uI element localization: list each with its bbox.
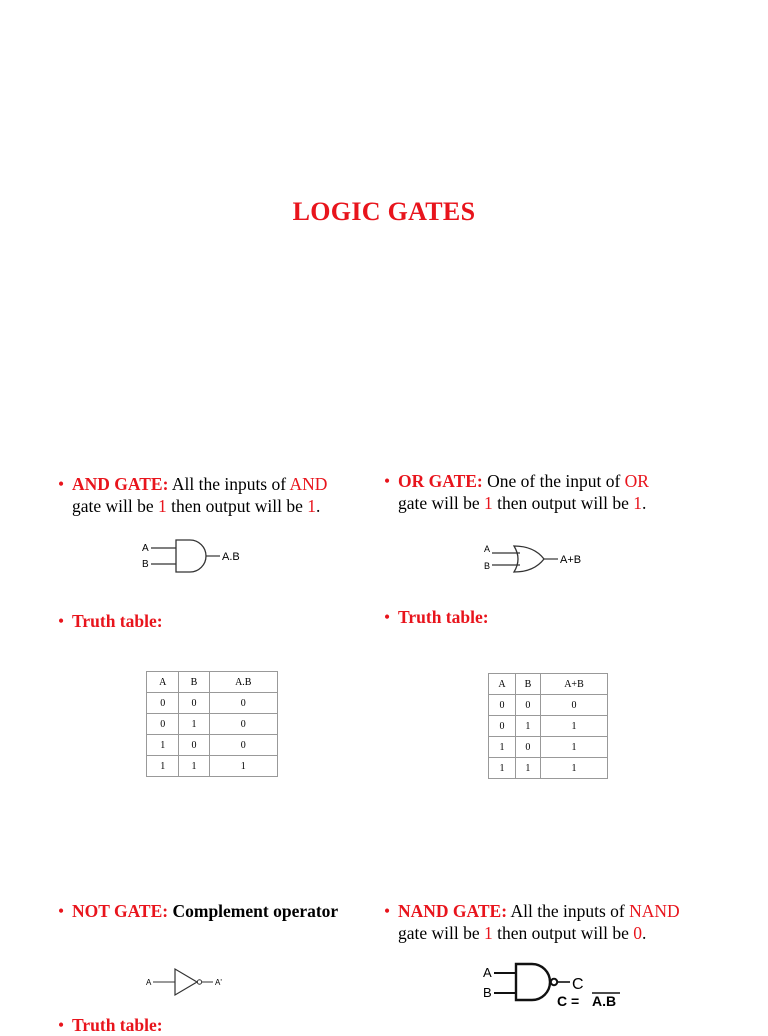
nand-gate-symbol — [516, 964, 550, 1000]
and-gate-name: AND GATE: — [72, 474, 169, 494]
period: . — [642, 923, 647, 943]
and-output-label: A.B — [222, 551, 240, 563]
bullet: • — [58, 611, 65, 631]
not-gate-desc: Complement operator — [172, 901, 339, 921]
table-header: A+B — [540, 674, 607, 695]
not-truth-table-label — [58, 1014, 163, 1036]
table-row — [147, 756, 278, 777]
period: . — [316, 496, 321, 516]
table-cell: 1 — [209, 756, 277, 777]
table-cell: 1 — [147, 735, 179, 756]
table-cell: 1 — [515, 716, 540, 737]
and-gate-symbol — [176, 540, 206, 572]
and-output-value: 1 — [307, 496, 316, 516]
table-cell: 1 — [540, 737, 607, 758]
table-cell: 1 — [147, 756, 179, 777]
nand-formula-lhs: C = — [557, 993, 580, 1009]
bullet: • — [384, 471, 391, 491]
nand-input-a-label: A — [483, 965, 492, 980]
or-output-label: A+B — [560, 554, 582, 566]
table-cell: 1 — [515, 758, 540, 779]
table-cell: 0 — [179, 735, 209, 756]
bullet: • — [58, 1015, 65, 1035]
not-input-label: A — [146, 978, 152, 987]
bullet: • — [58, 901, 65, 921]
or-desc-text-2: gate will be — [398, 493, 485, 513]
nand-gate-diagram — [482, 962, 632, 1010]
nand-input-b-label: B — [483, 985, 492, 1000]
or-gate-diagram — [482, 542, 592, 576]
not-output-label: A' — [215, 978, 222, 987]
or-desc-text: One of the input of — [487, 471, 625, 491]
nand-desc-text: All the inputs of — [510, 901, 630, 921]
nand-input-value: 1 — [484, 923, 493, 943]
truth-table-label: Truth table: — [72, 1015, 163, 1035]
table-cell: 1 — [179, 714, 209, 735]
table-cell: 1 — [540, 758, 607, 779]
nand-keyword: NAND — [629, 901, 680, 921]
table-header-row — [489, 674, 608, 695]
table-cell: 0 — [209, 693, 277, 714]
table-row — [147, 714, 278, 735]
table-cell: 0 — [179, 693, 209, 714]
and-gate-diagram — [140, 538, 250, 574]
nand-desc-text-3: then output will be — [492, 923, 634, 943]
table-row — [147, 735, 278, 756]
table-header: B — [515, 674, 540, 695]
and-input-a-label: A — [142, 543, 149, 554]
table-header: A.B — [209, 672, 277, 693]
bullet: • — [384, 901, 391, 921]
table-cell: 0 — [147, 693, 179, 714]
or-gate-symbol — [514, 546, 544, 572]
truth-table-label: Truth table: — [72, 611, 163, 631]
table-row — [147, 693, 278, 714]
table-row — [489, 695, 608, 716]
or-gate-name: OR GATE: — [398, 471, 483, 491]
and-keyword: AND — [289, 474, 328, 494]
page-title: LOGIC GATES — [292, 197, 476, 226]
nand-output-value: 0 — [633, 923, 642, 943]
not-gate-description — [58, 900, 338, 922]
table-cell: 1 — [489, 758, 516, 779]
or-truth-table-label — [384, 606, 489, 628]
and-truth-table-label — [58, 610, 163, 632]
or-input-value: 1 — [484, 493, 493, 513]
nand-gate-description — [384, 900, 680, 944]
table-row — [489, 758, 608, 779]
nand-formula-rhs: A.B — [592, 993, 617, 1009]
and-gate-description — [58, 473, 327, 517]
or-input-a-label: A — [484, 544, 491, 554]
table-header: A — [489, 674, 516, 695]
table-cell: 0 — [515, 695, 540, 716]
nand-output-label: C — [572, 976, 584, 993]
table-header-row — [147, 672, 278, 693]
or-truth-table — [488, 673, 608, 779]
table-cell: 0 — [209, 714, 277, 735]
and-input-value: 1 — [158, 496, 167, 516]
and-desc-text-2: gate will be — [72, 496, 159, 516]
table-header: B — [179, 672, 209, 693]
bullet: • — [384, 607, 391, 627]
table-cell: 0 — [489, 716, 516, 737]
nand-gate-name: NAND GATE: — [398, 901, 508, 921]
or-desc-text-3: then output will be — [492, 493, 634, 513]
table-row — [489, 716, 608, 737]
and-desc-text: All the inputs of — [171, 474, 290, 494]
table-cell: 0 — [540, 695, 607, 716]
table-cell: 0 — [209, 735, 277, 756]
or-gate-description — [384, 470, 649, 514]
and-truth-table — [146, 671, 278, 777]
table-header: A — [147, 672, 179, 693]
table-cell: 0 — [147, 714, 179, 735]
period: . — [642, 493, 647, 513]
and-desc-text-3: then output will be — [166, 496, 308, 516]
bullet: • — [58, 474, 65, 494]
or-input-b-label: B — [484, 561, 491, 571]
not-gate-diagram — [145, 966, 235, 996]
nand-desc-text-2: gate will be — [398, 923, 485, 943]
not-gate-name: NOT GATE: — [72, 901, 169, 921]
table-cell: 1 — [489, 737, 516, 758]
truth-table-label: Truth table: — [398, 607, 489, 627]
and-input-b-label: B — [142, 559, 149, 570]
not-gate-symbol — [175, 969, 197, 995]
or-output-value: 1 — [633, 493, 642, 513]
table-row — [489, 737, 608, 758]
or-keyword: OR — [624, 471, 649, 491]
table-cell: 1 — [540, 716, 607, 737]
table-cell: 1 — [179, 756, 209, 777]
table-cell: 0 — [489, 695, 516, 716]
table-cell: 0 — [515, 737, 540, 758]
